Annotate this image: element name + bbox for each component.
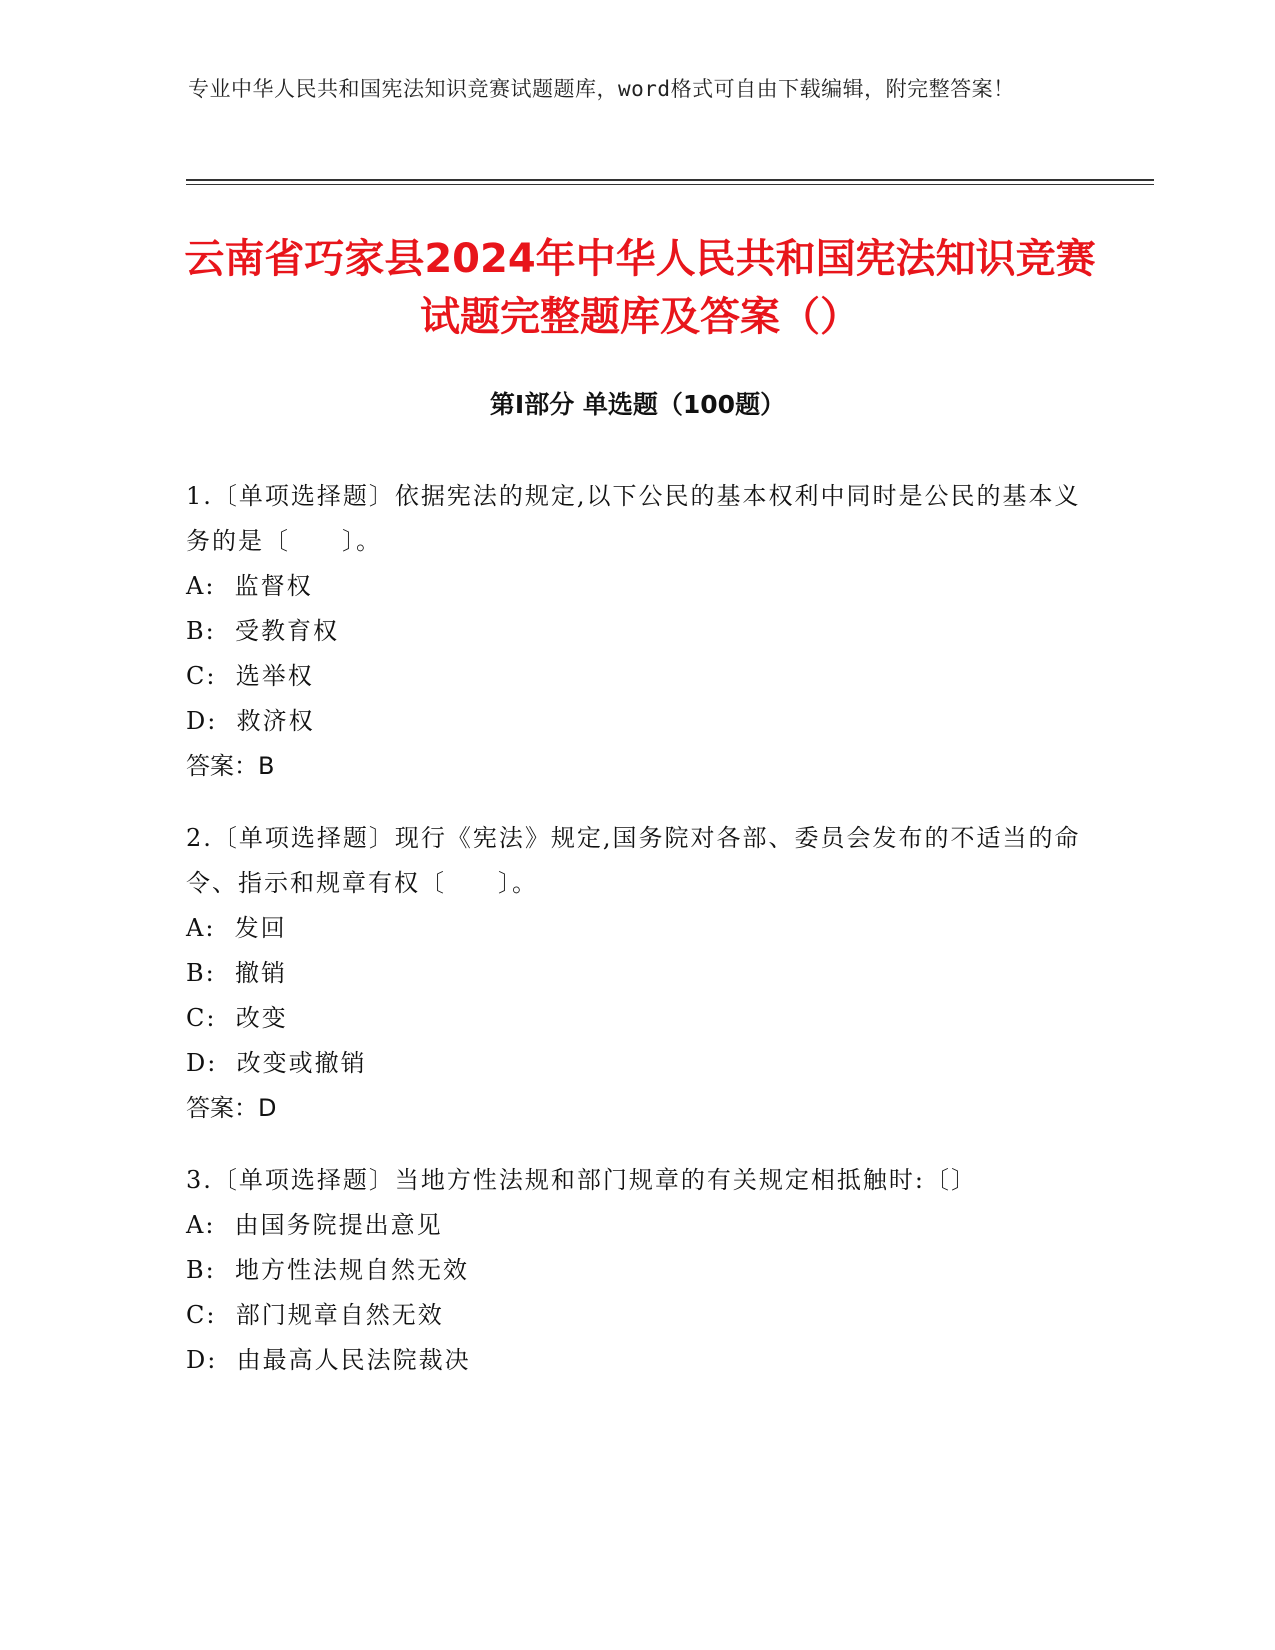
answer: 答案：D	[186, 1094, 277, 1122]
answer: 答案：B	[186, 752, 275, 780]
question-list	[186, 474, 1086, 1410]
option-d: D: 改变或撤销	[186, 1049, 367, 1077]
question-stem: 3.〔单项选择题〕当地方性法规和部门规章的有关规定相抵触时:〔〕	[186, 1166, 977, 1194]
option-b: B: 受教育权	[186, 617, 339, 645]
option-c: C: 选举权	[186, 662, 314, 690]
header-note: 专业中华人民共和国宪法知识竞赛试题题库，word格式可自由下载编辑，附完整答案！	[188, 77, 1015, 101]
header-divider-thick	[186, 179, 1154, 181]
option-b: B: 地方性法规自然无效	[186, 1256, 469, 1284]
question-1	[186, 474, 1086, 789]
question-stem: 2.〔单项选择题〕现行《宪法》规定,国务院对各部、委员会发布的不适当的命令、指示和规章有权〔 〕。	[186, 824, 1081, 897]
option-c: C: 部门规章自然无效	[186, 1301, 444, 1329]
option-d: D: 由最高人民法院裁决	[186, 1346, 471, 1374]
option-a: A: 发回	[186, 914, 287, 942]
document-title: 云南省巧家县2024年中华人民共和国宪法知识竞赛试题完整题库及答案（）	[184, 236, 1096, 340]
header-divider-thin	[186, 184, 1154, 185]
option-a: A: 由国务院提出意见	[186, 1211, 443, 1239]
option-c: C: 改变	[186, 1004, 288, 1032]
option-d: D: 救济权	[186, 707, 315, 735]
question-stem: 1.〔单项选择题〕依据宪法的规定,以下公民的基本权利中同时是公民的基本义务的是〔 〕。	[186, 482, 1081, 555]
section-title: 第I部分 单选题（100题）	[489, 390, 786, 419]
question-3	[186, 1158, 1086, 1383]
option-b: B: 撤销	[186, 959, 287, 987]
question-2	[186, 816, 1086, 1131]
option-a: A: 监督权	[186, 572, 313, 600]
